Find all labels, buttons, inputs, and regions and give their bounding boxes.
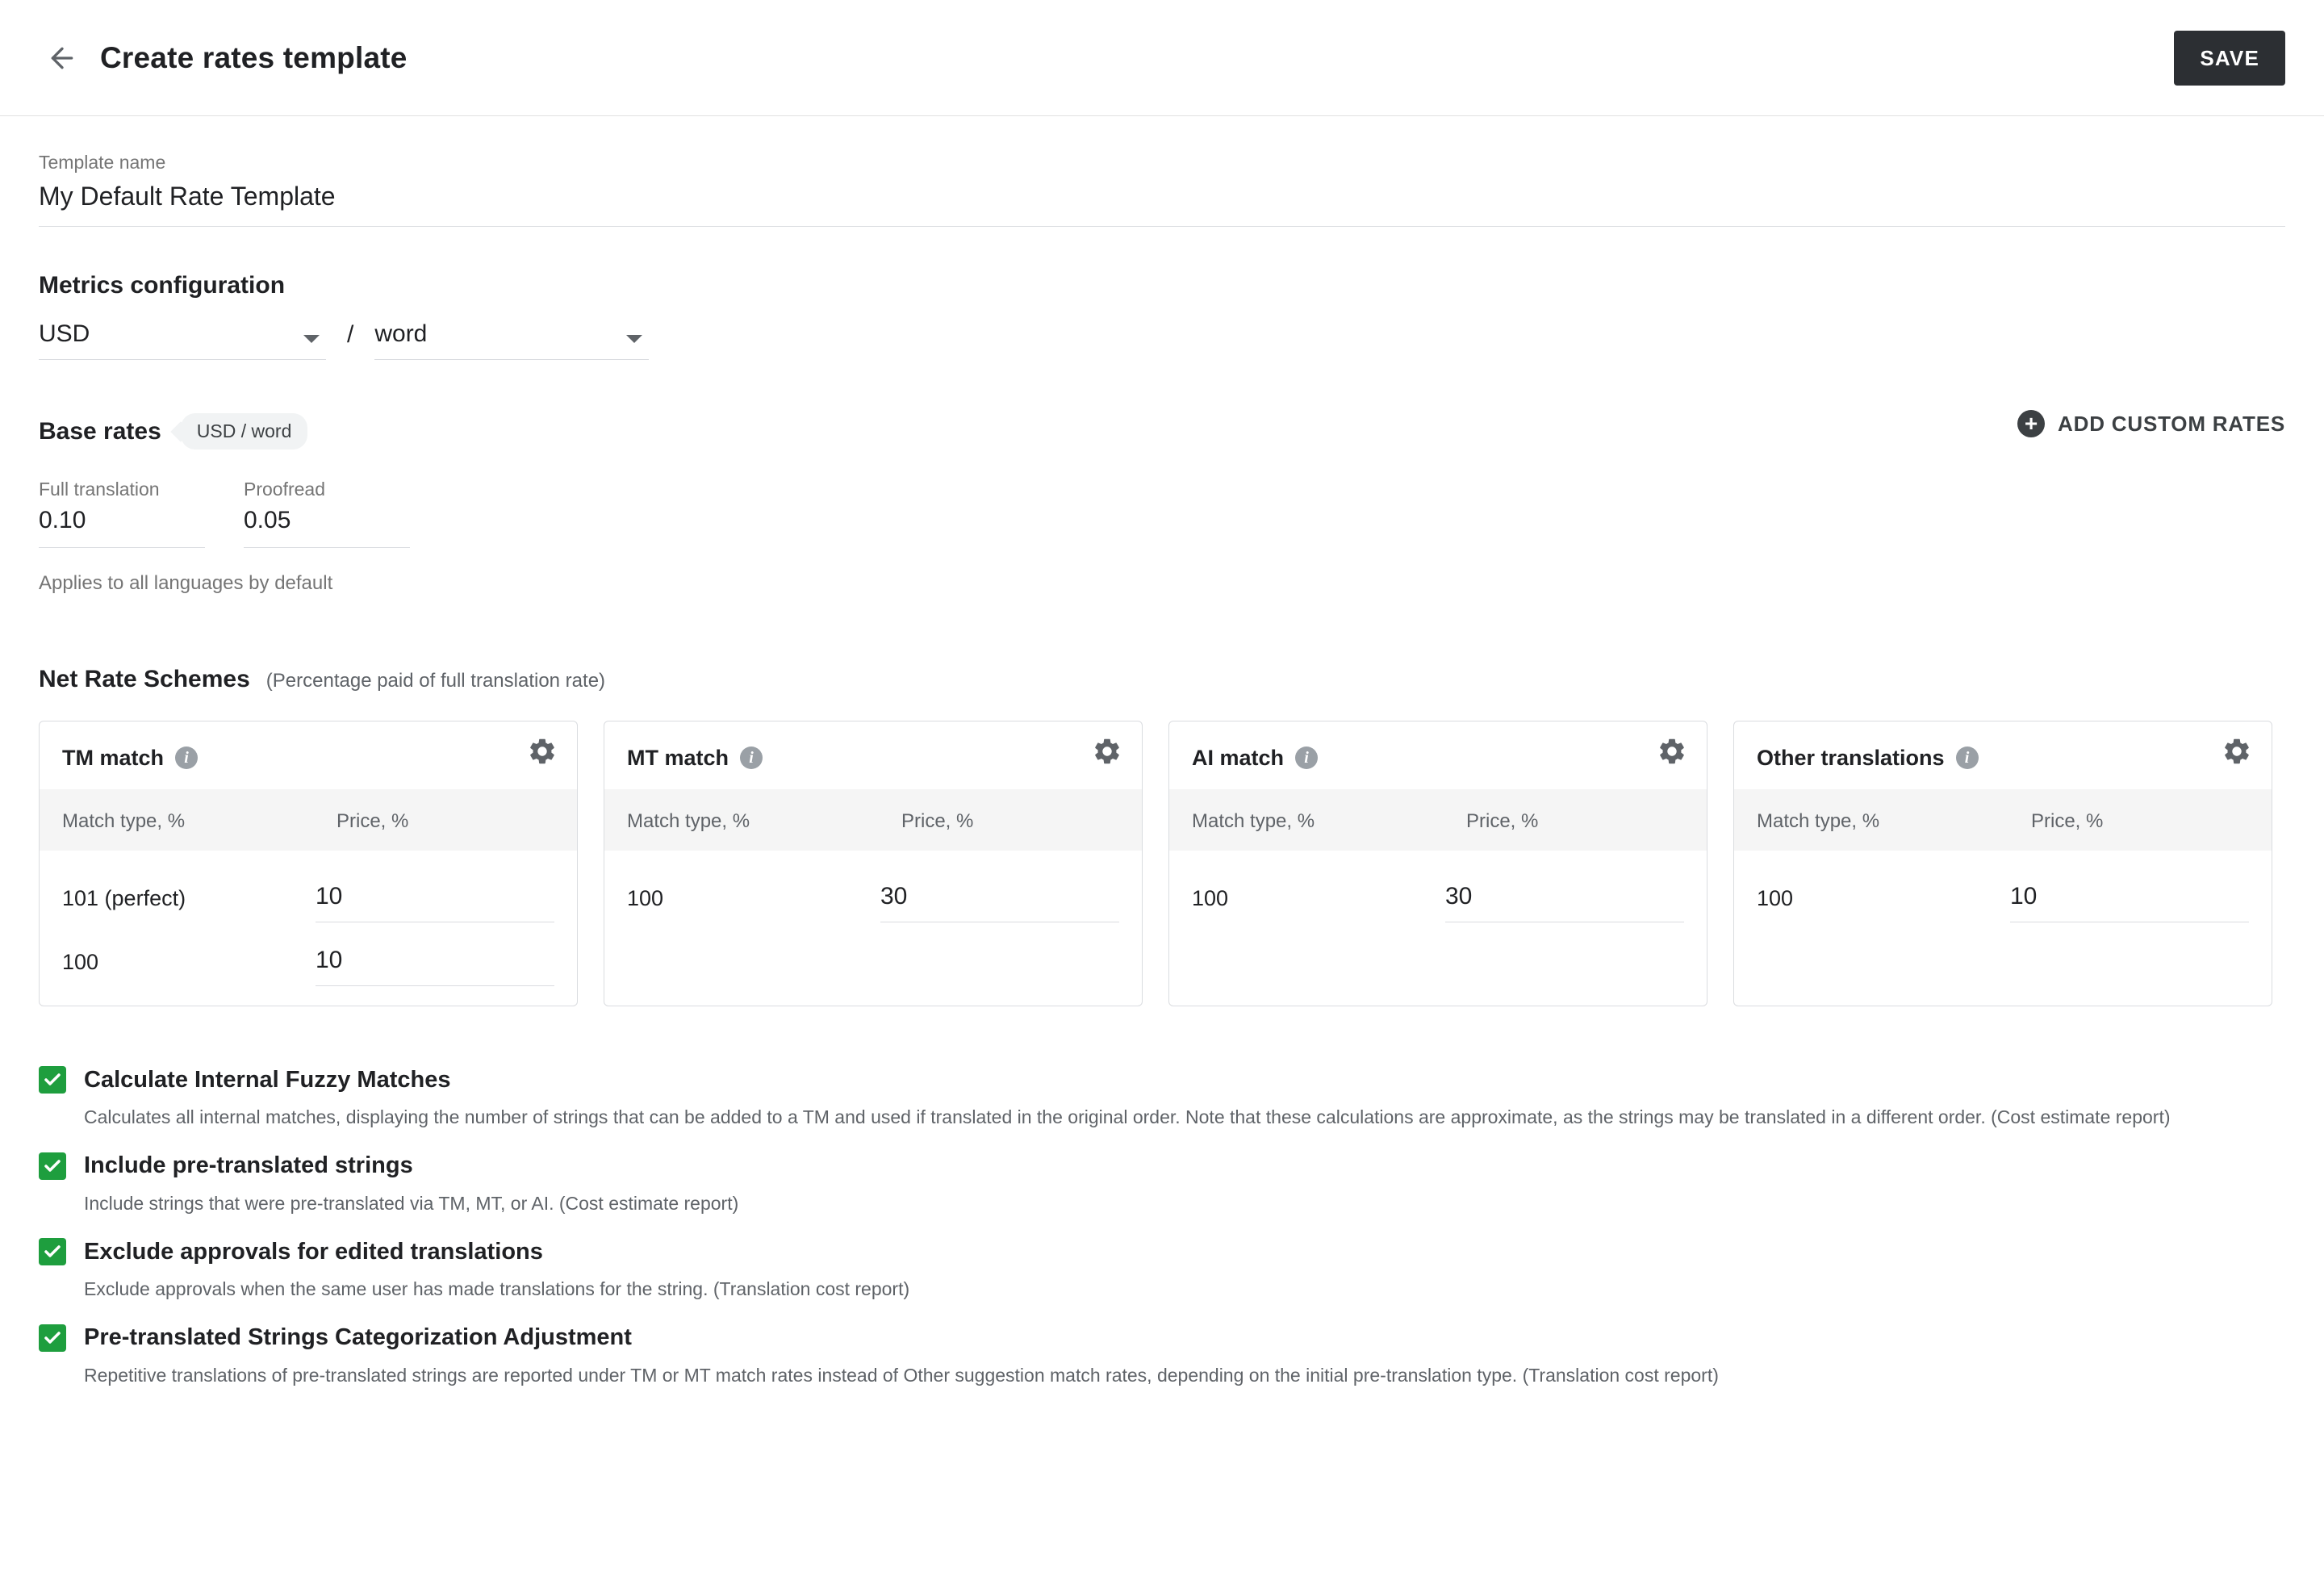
match-type-value: 100 xyxy=(1192,886,1229,910)
card-body xyxy=(40,851,577,1006)
card-column-headers xyxy=(40,789,577,851)
card-header xyxy=(1169,721,1707,772)
card-title: Other translations xyxy=(1757,745,1945,770)
match-type-value: 101 (perfect) xyxy=(62,886,186,910)
card-column-headers xyxy=(604,789,1142,851)
template-name-label: Template name xyxy=(39,152,166,173)
info-icon[interactable]: i xyxy=(740,746,763,769)
card-body xyxy=(604,851,1142,1004)
proofread-input[interactable] xyxy=(244,500,410,548)
gear-icon[interactable] xyxy=(527,736,558,767)
option-exclude-approvals-for-edited-translations xyxy=(39,1238,2285,1303)
price-input[interactable] xyxy=(880,880,1119,922)
proofread-field xyxy=(244,479,410,548)
card-body xyxy=(1169,851,1707,1004)
rate-row xyxy=(627,880,1119,922)
card-other-translations xyxy=(1733,721,2272,1006)
card-header xyxy=(604,721,1142,772)
option-label: Pre-translated Strings Categorization Adjustment xyxy=(84,1324,632,1350)
info-icon[interactable]: i xyxy=(175,746,198,769)
card-column-headers xyxy=(1169,789,1707,851)
column-price: Price, % xyxy=(1466,810,1539,832)
base-rates-header xyxy=(39,413,2285,450)
card-mt-match xyxy=(604,721,1143,1006)
match-type-value: 100 xyxy=(627,886,664,910)
checkbox-exclude-approvals-for-edited-translations[interactable] xyxy=(39,1238,66,1265)
card-column-headers xyxy=(1734,789,2272,851)
column-price: Price, % xyxy=(901,810,974,832)
info-icon[interactable]: i xyxy=(1956,746,1979,769)
proofread-label: Proofread xyxy=(244,479,326,500)
rate-row xyxy=(1192,880,1684,922)
template-name-input[interactable] xyxy=(39,174,2285,227)
options-list xyxy=(39,1066,2285,1442)
gear-icon[interactable] xyxy=(1092,736,1122,767)
card-ai-match xyxy=(1168,721,1707,1006)
unit-value: word xyxy=(374,320,428,347)
card-tm-match xyxy=(39,721,578,1006)
rate-row xyxy=(62,880,554,922)
gear-icon[interactable] xyxy=(1657,736,1687,767)
column-price: Price, % xyxy=(2031,810,2104,832)
info-icon[interactable]: i xyxy=(1295,746,1318,769)
option-description: Exclude approvals when the same user has made translations for the string. (Translation cost report) xyxy=(84,1278,910,1299)
column-match-type: Match type, % xyxy=(627,810,750,832)
price-input[interactable] xyxy=(2010,880,2249,922)
card-title: AI match xyxy=(1192,745,1285,770)
add-custom-rates-button[interactable] xyxy=(2017,410,2285,437)
option-include-pre-translated-strings xyxy=(39,1152,2285,1218)
full-translation-field xyxy=(39,479,205,548)
plus-circle-icon: + xyxy=(2017,410,2045,437)
option-label: Include pre-translated strings xyxy=(84,1152,413,1178)
price-input[interactable] xyxy=(316,880,554,922)
base-rates-fields xyxy=(39,479,2285,548)
checkbox-pre-translated-strings-categorization-adjustment[interactable] xyxy=(39,1324,66,1352)
metrics-separator: / xyxy=(347,321,354,348)
option-description: Calculates all internal matches, displaying the number of strings that can be added to a TM and used if translated in the original order. Note that these calculations are approximate, as the strings may be translated in a different order. (Cost estimate report) xyxy=(84,1106,2171,1127)
save-button[interactable]: SAVE xyxy=(2174,31,2285,86)
match-type-value: 100 xyxy=(62,950,99,974)
option-description: Include strings that were pre-translated via TM, MT, or AI. (Cost estimate report) xyxy=(84,1192,739,1214)
gear-icon[interactable] xyxy=(2222,736,2252,767)
card-title: MT match xyxy=(627,745,729,770)
column-match-type: Match type, % xyxy=(1757,810,1880,832)
unit-select[interactable] xyxy=(374,320,649,360)
net-rate-schemes-subtitle: (Percentage paid of full translation rate) xyxy=(265,670,606,692)
chevron-down-icon xyxy=(626,335,642,343)
column-match-type: Match type, % xyxy=(62,810,186,832)
card-header xyxy=(40,721,577,772)
base-rates-unit-chip: USD / word xyxy=(181,413,308,450)
net-rate-schemes-header xyxy=(39,666,2285,693)
full-translation-label: Full translation xyxy=(39,479,160,500)
price-input[interactable] xyxy=(1445,880,1684,922)
option-calculate-internal-fuzzy-matches xyxy=(39,1066,2285,1131)
option-pre-translated-strings-categorization-adjustment xyxy=(39,1324,2285,1390)
column-match-type: Match type, % xyxy=(1192,810,1315,832)
page-body xyxy=(0,152,2324,1442)
card-body xyxy=(1734,851,2272,1004)
page-header xyxy=(0,0,2324,116)
checkbox-include-pre-translated-strings[interactable] xyxy=(39,1152,66,1180)
net-rate-scheme-cards xyxy=(39,721,2285,1006)
match-type-value: 100 xyxy=(1757,886,1794,910)
chevron-down-icon xyxy=(303,335,320,343)
option-label: Calculate Internal Fuzzy Matches xyxy=(84,1066,451,1093)
checkbox-calculate-internal-fuzzy-matches[interactable] xyxy=(39,1066,66,1094)
net-rate-schemes-title: Net Rate Schemes xyxy=(39,666,250,692)
add-custom-rates-label: ADD CUSTOM RATES xyxy=(2058,411,2285,436)
base-rates-title: Base rates xyxy=(39,417,161,445)
currency-value: USD xyxy=(39,320,90,347)
rate-row xyxy=(1757,880,2249,922)
option-description: Repetitive translations of pre-translated strings are reported under TM or MT match rates instead of Other suggestion match rates, depending on the initial pre-translation type. (Translation cost report) xyxy=(84,1364,1719,1386)
card-header xyxy=(1734,721,2272,772)
full-translation-input[interactable] xyxy=(39,500,205,548)
base-rates-note: Applies to all languages by default xyxy=(39,572,333,594)
rate-row xyxy=(62,943,554,986)
column-price: Price, % xyxy=(336,810,409,832)
price-input[interactable] xyxy=(316,943,554,986)
metrics-row xyxy=(39,320,2285,360)
metrics-configuration-title: Metrics configuration xyxy=(39,272,286,299)
page-title: Create rates template xyxy=(100,40,408,74)
card-title: TM match xyxy=(62,745,165,770)
back-arrow-icon[interactable] xyxy=(39,35,86,82)
option-label: Exclude approvals for edited translations xyxy=(84,1238,543,1265)
currency-select[interactable] xyxy=(39,320,326,360)
